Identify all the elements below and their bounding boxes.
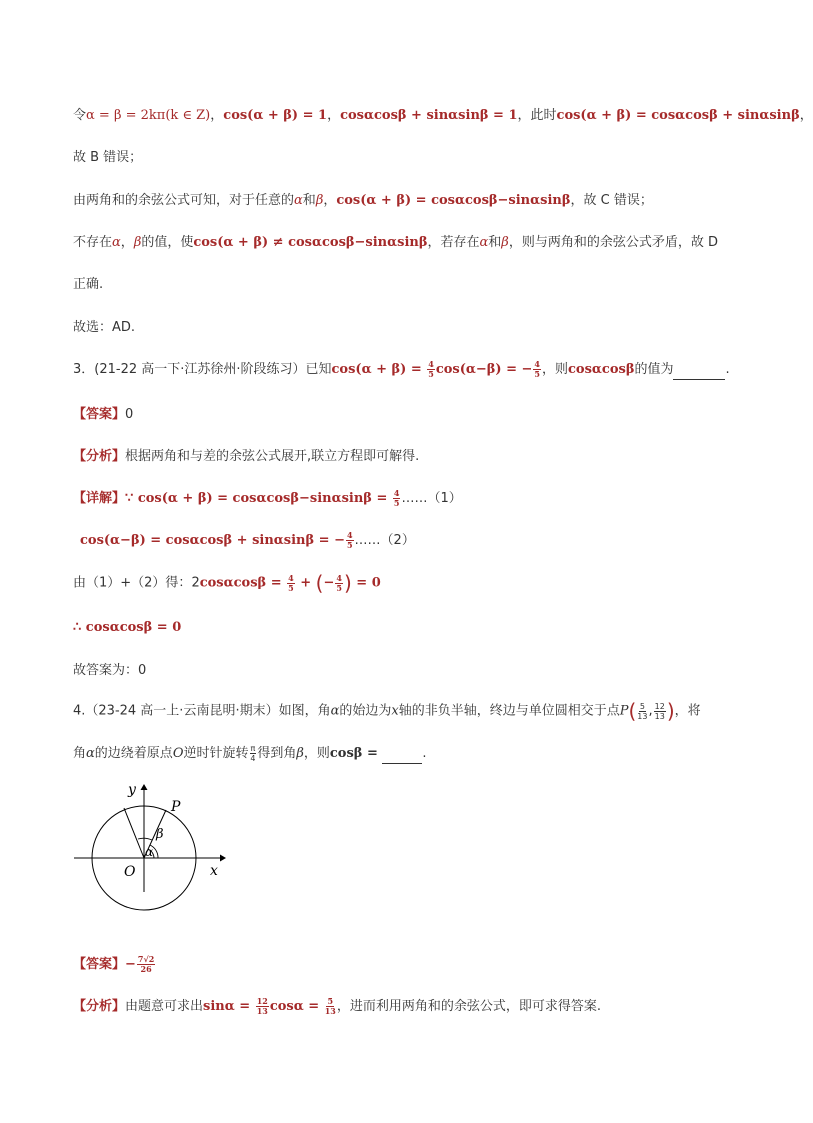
coefficient: 2 (191, 575, 200, 591)
text: ， (120, 235, 134, 250)
text: 由两角和的余弦公式可知，对于任意的 (73, 193, 295, 208)
origin-o: O (172, 746, 184, 761)
solution-line-5: 正确. (73, 277, 104, 292)
text: 的值为 (634, 362, 674, 377)
text: 故答案为： (73, 663, 139, 678)
text: ， (799, 108, 813, 123)
text: 轴的非负半轴，终边与单位圆相交于点 (398, 703, 620, 719)
beta: β (296, 746, 304, 761)
text: 的边绕着原点 (94, 746, 173, 761)
denominator: 13 (654, 711, 665, 721)
numerator: 5 (639, 701, 645, 711)
formula: cos(α + β) = cosαcosβ−sinαsinβ (336, 193, 571, 208)
detail-3-line-2 (80, 531, 415, 551)
formula: cosαcosβ = (199, 575, 287, 591)
fraction (137, 955, 155, 974)
text: . (725, 362, 730, 377)
final-answer-3 (73, 661, 146, 681)
numerator: π (250, 744, 256, 753)
formula: ∴ cosαcosβ = 0 (73, 620, 182, 635)
right-paren: ) (666, 699, 675, 723)
text: ，此时 (517, 108, 557, 123)
x-var: x (391, 703, 399, 719)
fraction (346, 531, 354, 550)
alpha: α (112, 235, 121, 250)
numerator: 4 (288, 572, 294, 583)
solution-line-3 (73, 191, 653, 211)
terminal-side-beta (124, 808, 144, 858)
text: 的始边为 (339, 703, 392, 719)
fraction (325, 997, 336, 1016)
answer-4 (73, 955, 156, 975)
alpha-label: α (145, 845, 154, 859)
formula: cosαcosβ + sinαsinβ = 1 (340, 108, 518, 123)
angle-arc-beta (138, 838, 152, 840)
denominator: 5 (534, 369, 540, 379)
y-axis-arrow (141, 784, 148, 790)
numerator: 4 (534, 359, 540, 369)
analysis-tag: 【分析】 (73, 999, 126, 1014)
text: ，若存在 (427, 235, 480, 250)
answer-3 (73, 405, 133, 425)
text: . (422, 746, 427, 761)
text: 得到角 (257, 746, 297, 761)
denominator: 13 (637, 711, 648, 721)
denominator: 26 (140, 964, 152, 974)
right-paren: ) (343, 571, 352, 595)
x-axis-label: x (210, 863, 218, 879)
question-3 (73, 360, 730, 380)
formula: cos(α−β) = − (435, 362, 533, 377)
detail-3-line-1 (73, 489, 462, 509)
text: ，则 (303, 746, 330, 761)
solution-line-4 (73, 233, 718, 253)
text: ，则 (541, 362, 568, 377)
formula: cosα = (269, 999, 324, 1014)
question-4-line-1 (73, 701, 701, 722)
text: 的值，使 (141, 235, 194, 250)
numerator: 4 (393, 488, 400, 498)
solution-line-2: 故 B 错误； (73, 150, 143, 165)
formula: sinα = (203, 999, 255, 1014)
text: 和 (302, 193, 316, 208)
denominator: 5 (336, 582, 342, 593)
denominator: 13 (256, 1006, 268, 1016)
comma: , (648, 703, 653, 719)
beta: β (315, 193, 324, 208)
text: ，则与两角和的余弦公式矛盾，故 D (508, 235, 718, 250)
formula: α = β = 2kπ(k ∈ Z) (86, 108, 211, 123)
answer-blank (673, 365, 725, 380)
formula: = 0 (351, 575, 381, 591)
analysis-4 (73, 997, 601, 1017)
formula: cos(α−β) = cosαcosβ + sinαsinβ = − (80, 533, 345, 548)
denominator: 5 (346, 540, 353, 550)
alpha: α (479, 235, 489, 250)
fraction (335, 574, 343, 593)
text: 3．(21-22 高一下·江苏徐州·阶段练习）已知 (73, 362, 332, 377)
formula: cosαcosβ (568, 362, 635, 377)
analysis-tag: 【分析】 (73, 449, 126, 464)
answer-tag: 【答案】 (73, 407, 126, 422)
text: ，故 C 错误； (570, 193, 653, 208)
text: ，进而利用两角和的余弦公式，即可求得答案. (336, 999, 601, 1014)
formula: cosβ = (329, 746, 383, 761)
beta: β (133, 235, 142, 250)
denominator: 5 (288, 582, 294, 593)
beta-label: β (156, 827, 164, 842)
formula: cos(α + β) = 1 (223, 108, 328, 123)
operator: + (295, 575, 316, 591)
text: 逆时针旋转 (183, 746, 249, 761)
formula: ∵ cos(α + β) = cosαcosβ−sinαsinβ = (125, 491, 392, 506)
fraction (250, 744, 257, 763)
fraction (654, 702, 666, 721)
operator: − (125, 957, 136, 972)
alpha: α (86, 746, 95, 761)
text: 4.（23-24 高一上·云南昆明·期末）如图，角 (73, 703, 331, 719)
fraction (256, 997, 269, 1016)
answer-value: 0 (125, 407, 134, 422)
left-paren: ( (628, 699, 637, 723)
text: ……（1） (401, 491, 462, 506)
numerator: 12 (256, 996, 268, 1006)
denominator: 5 (393, 498, 400, 508)
alpha: α (294, 193, 303, 208)
analysis-text: 根据两角和与差的余弦公式展开,联立方程即可解得. (125, 449, 420, 464)
solution-line-1 (73, 106, 813, 126)
numerator: 7√2 (137, 954, 155, 964)
answer-tag: 【答案】 (73, 957, 126, 972)
detail-3-line-3 (73, 573, 381, 594)
numerator: 5 (327, 996, 334, 1006)
text: ，将 (674, 703, 701, 719)
text: 不存在 (73, 235, 113, 250)
text: 和 (488, 235, 502, 250)
numerator: 12 (654, 701, 665, 711)
text: 角 (73, 746, 87, 761)
fraction (287, 574, 295, 593)
detail-3-line-4 (73, 618, 181, 638)
text: ， (327, 108, 341, 123)
denominator: 4 (250, 754, 256, 763)
point-p: P (619, 703, 629, 719)
operator: − (323, 575, 335, 591)
fraction (533, 360, 541, 379)
formula: cos(α + β) = cosαcosβ + sinαsinβ (556, 108, 800, 123)
text: ……（2） (354, 533, 415, 548)
text: 由（1）+（2）得： (73, 575, 192, 591)
fraction (393, 489, 401, 508)
numerator: 4 (428, 359, 434, 369)
formula: cos(α + β) = (331, 362, 427, 377)
answer-blank (382, 749, 422, 764)
fraction (637, 702, 647, 721)
text: 由题意可求出 (125, 999, 204, 1014)
detail-tag: 【详解】 (73, 491, 126, 506)
solution-line-6: 故选：AD. (73, 320, 136, 335)
denominator: 13 (324, 1006, 336, 1016)
text: ， (210, 108, 224, 123)
question-4-line-2 (73, 744, 427, 764)
fraction (427, 360, 435, 379)
numerator: 4 (336, 572, 342, 583)
analysis-3 (73, 447, 419, 467)
x-axis-arrow (220, 855, 226, 862)
formula: cos(α + β) ≠ cosαcosβ−sinαsinβ (193, 235, 428, 250)
beta: β (501, 235, 509, 250)
numerator: 4 (346, 530, 353, 540)
y-axis-label: y (128, 782, 136, 798)
point-p-label: P (171, 799, 181, 815)
alpha: α (330, 703, 340, 719)
denominator: 5 (428, 369, 434, 379)
text: ， (323, 193, 337, 208)
left-paren: ( (315, 571, 324, 595)
answer-value: 0 (138, 663, 147, 678)
origin-label: O (124, 864, 136, 880)
text: 令 (73, 108, 87, 123)
unit-circle-figure (70, 780, 230, 895)
